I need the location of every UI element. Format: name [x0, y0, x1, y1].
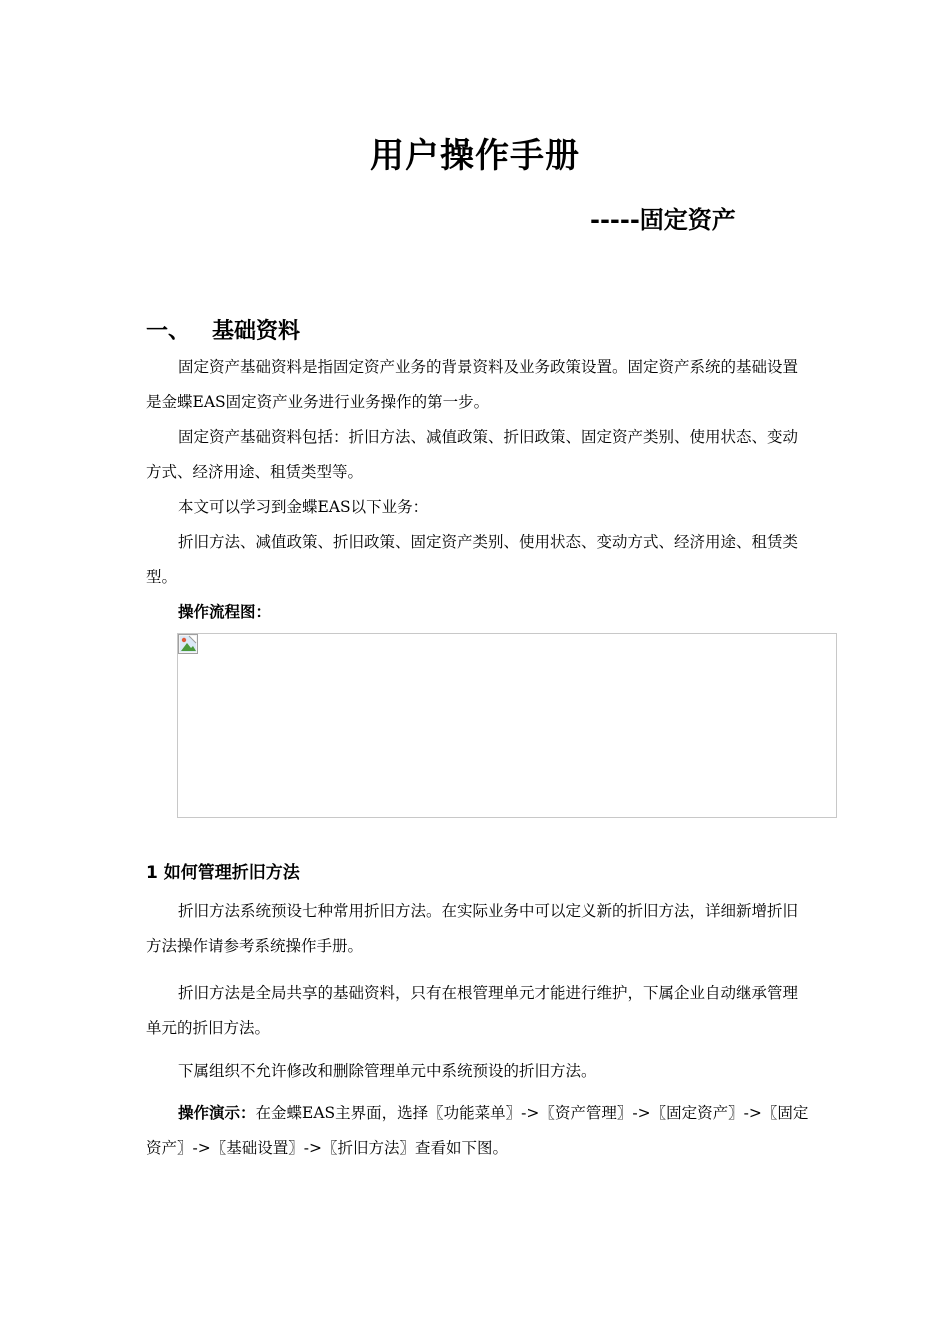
- section-title: 基础资料: [212, 319, 301, 344]
- subsection-heading: 1 如何管理折旧方法: [146, 863, 300, 883]
- document-subtitle: -----固定资产: [590, 206, 736, 234]
- broken-image-icon: [178, 634, 198, 654]
- flow-chart-label: 操作流程图：: [178, 603, 272, 621]
- flow-chart-image-placeholder: [177, 633, 837, 818]
- demo-text: 在金蝶EAS主界面，选择〖功能菜单〗->〖资产管理〗->〖固定资产〗->〖固定资产〗->〖基础设置〗->〖折旧方法〗查看如下图。: [146, 1104, 809, 1157]
- intro-paragraph-3: 本文可以学习到金蝶EAS以下业务：: [178, 498, 429, 516]
- intro-paragraph-1: 固定资产基础资料是指固定资产业务的背景资料及业务政策设置。固定资产系统的基础设置是金蝶EAS固定资产业务进行业务操作的第一步。: [146, 358, 799, 411]
- intro-paragraph-4: 折旧方法、减值政策、折旧政策、固定资产类别、使用状态、变动方式、经济用途、租赁类型。: [146, 533, 799, 586]
- intro-paragraph-2: 固定资产基础资料包括：折旧方法、减值政策、折旧政策、固定资产类别、使用状态、变动方式、经济用途、租赁类型等。: [146, 428, 799, 481]
- section-number: 一、: [146, 319, 191, 344]
- section-heading: [146, 314, 300, 345]
- demo-label: 操作演示：: [178, 1104, 256, 1122]
- demo-paragraph: [146, 1096, 810, 1166]
- depreciation-paragraph-2: 折旧方法是全局共享的基础资料，只有在根管理单元才能进行维护，下属企业自动继承管理单元的折旧方法。: [146, 984, 799, 1037]
- document-title: 用户操作手册: [370, 136, 580, 176]
- depreciation-paragraph-3: 下属组织不允许修改和删除管理单元中系统预设的折旧方法。: [178, 1062, 597, 1080]
- depreciation-paragraph-1: 折旧方法系统预设七种常用折旧方法。在实际业务中可以定义新的折旧方法，详细新增折旧方法操作请参考系统操作手册。: [146, 902, 799, 955]
